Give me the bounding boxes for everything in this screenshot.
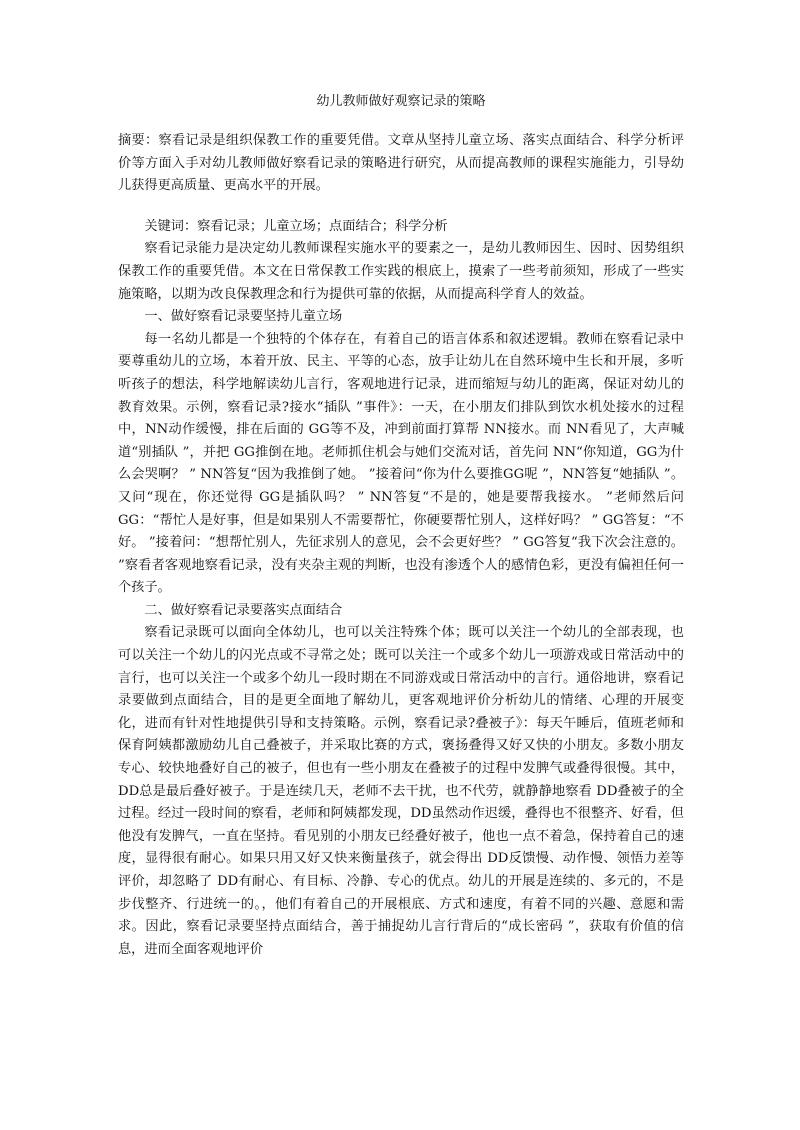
document-title: 幼儿教师做好观察记录的策略: [316, 94, 486, 109]
section-1-heading: 一、做好察看记录要坚持儿童立场: [144, 309, 343, 325]
section-1-paragraph: 每一名幼儿都是一个独特的个体存在，有着自己的语言体系和叙述逻辑。教师在察看记录中要尊重幼儿的立场，本着开放、民主、平等的心态，放手让幼儿在自然环境中生长和开展，多听听孩子的想法，科学地解读幼儿言行，客观地进行记录，进而缩短与幼儿的距离，保证对幼儿的教育效果。示例，察看记录?接水“插队 ”事件》：一天，在小朋友们排队到饮水机处接水的过程中，NN动作缓慢，排在后面的 GG等不及，冲到前面打算帮 NN接水。而 NN看见了，大声喊道“别插队 ”，并把 GG推倒在地。老师抓住机会与她们交流对话，首先问 NN“你知道，GG为什么会哭啊？ ” NN答复“因为我推倒了她。 ”接着问“你为什么要推GG呢 ”，NN答复“她插队 ”。又问“现在，你还觉得 GG是插队吗？ ” NN答复“不是的，她是要帮我接水。 ”老师然后问 GG：“帮忙人是好事，但是如果别人不需要帮忙，你硬要帮忙别人，这样好吗？ ” GG答复：“不好。 ”接着问：“想帮忙别人，先征求别人的意见，会不会更好些？ ” GG答复“我下次会注意的。 ”察看者客观地察看记录，没有夹杂主观的判断，也没有渗透个人的感情色彩，更没有偏袒任何一个孩子。: [118, 331, 684, 596]
section-2-paragraph: 察看记录既可以面向全体幼儿，也可以关注特殊个体；既可以关注一个幼儿的全部表现，也可以关注一个幼儿的闪光点或不寻常之处；既可以关注一个或多个幼儿一项游戏或日常活动中的言行，也可以关注一个或多个幼儿一段时期在不同游戏或日常活动中的言行。通俗地讲，察看记录要做到点面结合，目的是更全面地了解幼儿，更客观地评价分析幼儿的情绪、心理的开展变化，进而有针对性地提供引导和支持策略。示例，察看记录?叠被子》：每天午睡后，值班老师和保育阿姨都激励幼儿自己叠被子，并采取比赛的方式，褒扬叠得又好又快的小朋友。多数小朋友专心、较快地叠好自己的被子，但也有一些小朋友在叠被子的过程中发脾气或叠得很慢。其中，DD总是最后叠好被子。于是连续几天，老师不去干扰，也不代劳，就静静地察看 DD叠被子的全过程。经过一段时间的察看，老师和阿姨都发现，DD虽然动作迟缓，叠得也不很整齐、好看，但他没有发脾气，一直在坚持。看见别的小朋友已经叠好被子，他也一点不着急，保持着自己的速度，显得很有耐心。如果只用又好又快来衡量孩子，就会得出 DD反馈慢、动作慢、领悟力差等评价，却忽略了 DD有耐心、有目标、冷静、专心的优点。幼儿的开展是连续的、多元的，不是步伐整齐、行进统一的。，他们有着自己的开展根底、方式和速度，有着不同的兴趣、意愿和需求。因此，察看记录要坚持点面结合，善于捕捉幼儿言行背后的“成长密码 ”，获取有价值的信息，进而全面客观地评价: [118, 625, 684, 957]
document-page: [118, 92, 684, 961]
abstract-paragraph: 摘要：察看记录是组织保教工作的重要凭借。文章从坚持儿童立场、落实点面结合、科学分析评价等方面入手对幼儿教师做好察看记录的策略进行研究，从而提高教师的课程实施能力，引导幼儿获得更高质量、更高水平的开展。: [118, 133, 684, 194]
keywords-line: 关键词：察看记录；儿童立场；点面结合；科学分析: [144, 218, 448, 234]
intro-paragraph: 察看记录能力是决定幼儿教师课程实施水平的要素之一，是幼儿教师因生、因时、因势组织保教工作的重要凭借。本文在日常保教工作实践的根底上，摸索了一些考前须知，形成了一些实施策略，以期为改良保教理念和行为提供可靠的依据，从而提高科学育人的效益。: [118, 241, 684, 302]
section-2-heading: 二、做好察看记录要落实点面结合: [144, 602, 343, 618]
